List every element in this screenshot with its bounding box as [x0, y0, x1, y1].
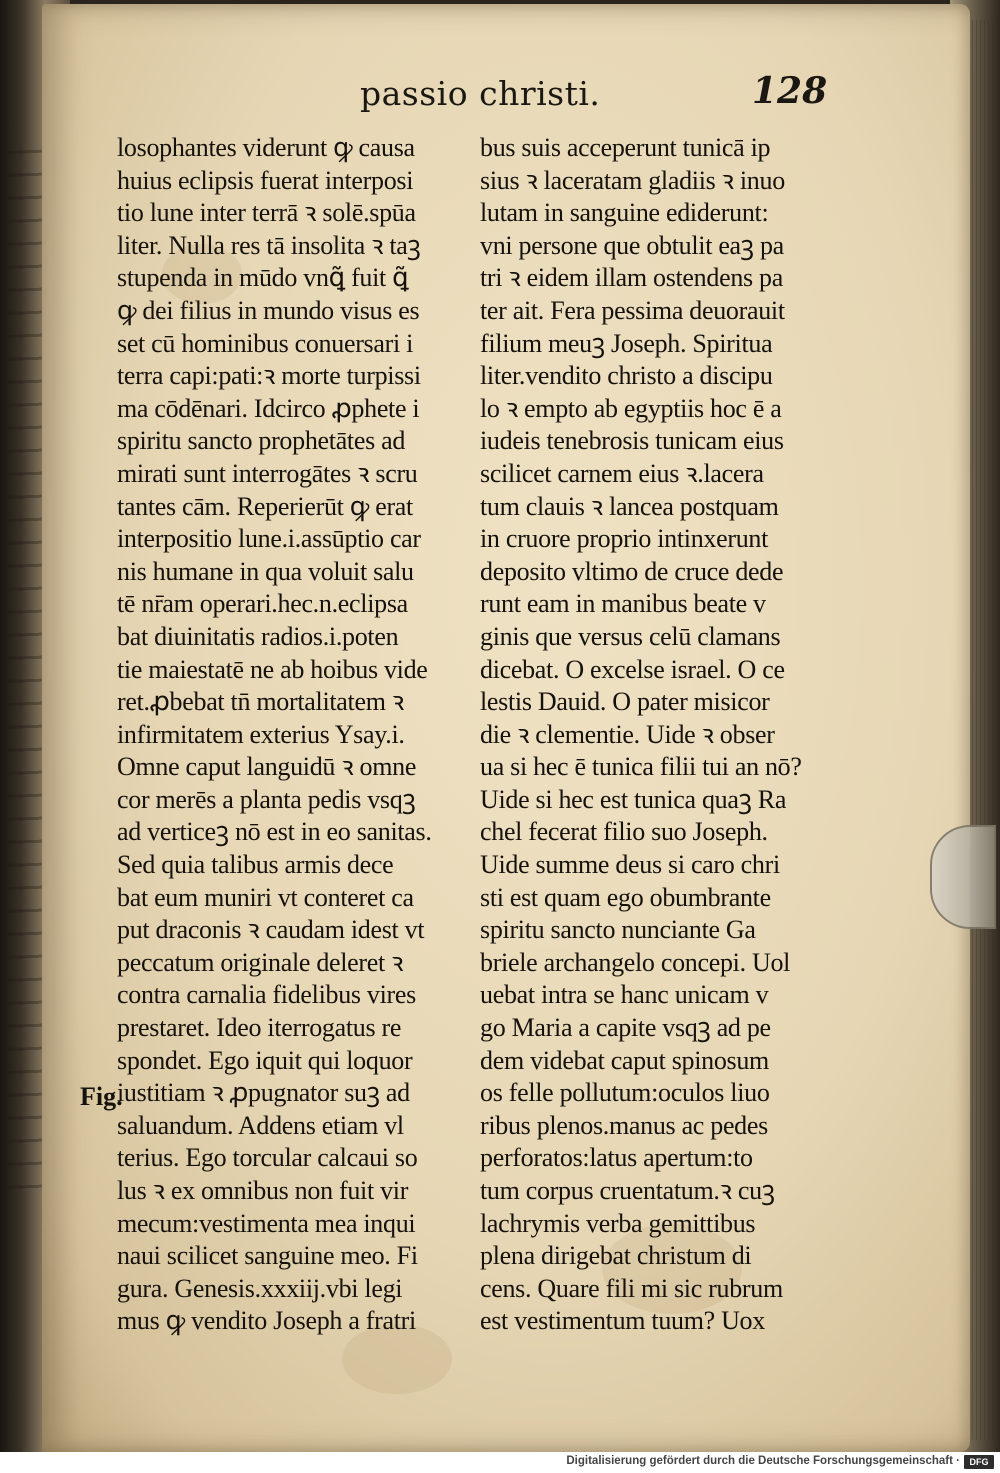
text-line: huius eclipsis fuerat interposi: [117, 165, 414, 195]
text-line: mirati sunt interrogātes ꝛ scru: [117, 458, 418, 488]
text-line: sti est quam ego obumbrante: [480, 882, 771, 912]
text-line: lestis Dauid. O pater misicor: [480, 687, 770, 717]
text-line: Omne caput languidū ꝛ omne: [117, 752, 417, 782]
text-line: infirmitatem exterius Ysay.i.: [117, 719, 405, 749]
text-line: cor merēs a planta pedis vsqꝫ: [117, 784, 416, 814]
text-line: sius ꝛ laceratam gladiis ꝛ inuo: [480, 165, 785, 195]
text-line: ribus plenos.manus ac pedes: [480, 1110, 768, 1140]
text-line: ad verticeꝫ nō est in eo sanitas.: [117, 817, 432, 847]
text-line: die ꝛ clementie. Uide ꝛ obser: [480, 719, 775, 749]
text-line: ter ait. Fera pessima deuorauit: [480, 295, 785, 325]
text-line: gura. Genesis.xxxiij.vbi legi: [117, 1273, 403, 1303]
text-line: tē nr̄am operari.hec.n.eclipsa: [117, 589, 408, 619]
text-line: dem videbat caput spinosum: [480, 1045, 769, 1075]
text-line: mecum:vestimenta mea inqui: [117, 1208, 416, 1238]
text-line: iustitiam ꝛ ꝓpugnator suꝫ ad: [117, 1078, 410, 1108]
text-line: contra carnalia fidelibus vires: [117, 980, 416, 1010]
text-line: in cruore proprio intinxerunt: [480, 524, 769, 554]
text-line: naui scilicet sanguine meo. Fi: [117, 1241, 418, 1271]
marginal-note: Fig.: [80, 1082, 123, 1111]
text-line: mus ꝙ vendito Joseph a fratri: [117, 1306, 416, 1336]
text-line: tantes cām. Reperierūt ꝙ erat: [117, 491, 413, 521]
text-line: spiritu sancto nunciante Ga: [480, 915, 756, 945]
text-line: tum clauis ꝛ lancea postquam: [480, 491, 779, 521]
text-line: peccatum originale deleret ꝛ: [117, 947, 404, 977]
text-line: go Maria a capite vsqꝫ ad pe: [480, 1013, 771, 1043]
dfg-logo: DFG: [964, 1455, 994, 1469]
text-line: chel fecerat filio suo Joseph.: [480, 817, 768, 847]
text-line: os felle pollutum:oculos liuo: [480, 1078, 770, 1108]
text-line: put draconis ꝛ caudam idest vt: [117, 915, 425, 945]
text-line: prestaret. Ideo iterrogatus re: [117, 1013, 402, 1043]
text-line: tum corpus cruentatum.ꝛ cuꝫ: [480, 1176, 775, 1205]
text-line: runt eam in manibus beate v: [480, 589, 766, 619]
text-line: interpositio lune.i.assūptio car: [117, 524, 421, 554]
text-line: lachrymis verba gemittibus: [480, 1208, 756, 1238]
text-line: bus suis acceperunt tunicā ip: [480, 133, 771, 162]
text-column-left: [117, 132, 472, 1338]
text-line: cens. Quare fili mi sic rubrum: [480, 1273, 783, 1303]
text-line: lutam in sanguine ediderunt:: [480, 198, 769, 228]
text-line: dicebat. O excelse israel. O ce: [480, 654, 785, 684]
book-clasp: [930, 825, 996, 929]
text-line: ma cōdēnari. Idcirco ꝓphete i: [117, 393, 420, 423]
text-line: perforatos:latus apertum:to: [480, 1143, 753, 1173]
text-line: terius. Ego torcular calcaui so: [117, 1143, 418, 1173]
text-line: bat diuinitatis radios.i.poten: [117, 621, 399, 651]
text-line: deposito vltimo de cruce dede: [480, 556, 784, 586]
text-line: stupenda in mūdo vnꝗ̃ fuit ꝗ̃: [117, 263, 409, 293]
text-line: spondet. Ego iquit qui loquor: [117, 1045, 413, 1075]
text-column-right: [480, 132, 830, 1338]
text-line: saluandum. Addens etiam vl: [117, 1110, 404, 1140]
folio-number: 128: [752, 70, 828, 112]
text-line: tri ꝛ eidem illam ostendens pa: [480, 263, 783, 293]
text-line: bat eum muniri vt conteret ca: [117, 882, 414, 912]
text-line: ua si hec ē tunica filii tui an nō?: [480, 752, 802, 782]
text-line: nis humane in qua voluit salu: [117, 556, 414, 586]
text-line: ret.ꝓbebat tn̄ mortalitatem ꝛ: [117, 687, 404, 717]
text-line: liter. Nulla res tā insolita ꝛ taꝫ: [117, 230, 421, 260]
text-line: Sed quia talibus armis dece: [117, 850, 394, 880]
text-line: lus ꝛ ex omnibus non fuit vir: [117, 1176, 409, 1205]
text-line: lo ꝛ empto ab egyptiis hoc ē a: [480, 393, 782, 423]
text-line: set cū hominibus conuersari i: [117, 328, 414, 358]
text-line: ginis que versus celū clamans: [480, 621, 781, 651]
digitization-credit: Digitalisierung gefördert durch die Deutsche Forschungsgemeinschaft ·: [566, 1455, 960, 1467]
text-line: spiritu sancto prophetātes ad: [117, 426, 406, 456]
text-line: tio lune inter terrā ꝛ solē.spūa: [117, 198, 416, 228]
running-header: passio christi.: [360, 74, 601, 113]
text-line: iudeis tenebrosis tunicam eius: [480, 426, 784, 456]
text-line: ꝙ dei filius in mundo visus es: [117, 295, 420, 325]
text-line: Uide si hec est tunica quaꝫ Ra: [480, 784, 787, 814]
text-line: terra capi:pati:ꝛ morte turpissi: [117, 361, 421, 391]
text-line: losophantes viderunt ꝙ causa: [117, 133, 415, 162]
text-line: vni persone que obtulit eaꝫ pa: [480, 230, 784, 260]
text-line: est vestimentum tuum? Uox: [480, 1306, 765, 1336]
text-line: uebat intra se hanc unicam v: [480, 980, 769, 1010]
text-line: plena dirigebat christum di: [480, 1241, 752, 1271]
text-line: tie maiestatē ne ab hoibus vide: [117, 654, 428, 684]
text-line: briele archangelo concepi. Uol: [480, 947, 791, 977]
text-line: liter.vendito christo a discipu: [480, 361, 773, 391]
text-line: scilicet carnem eius ꝛ.lacera: [480, 458, 764, 488]
text-line: Uide summe deus si caro chri: [480, 850, 780, 880]
text-line: filium meuꝫ Joseph. Spiritua: [480, 328, 773, 358]
